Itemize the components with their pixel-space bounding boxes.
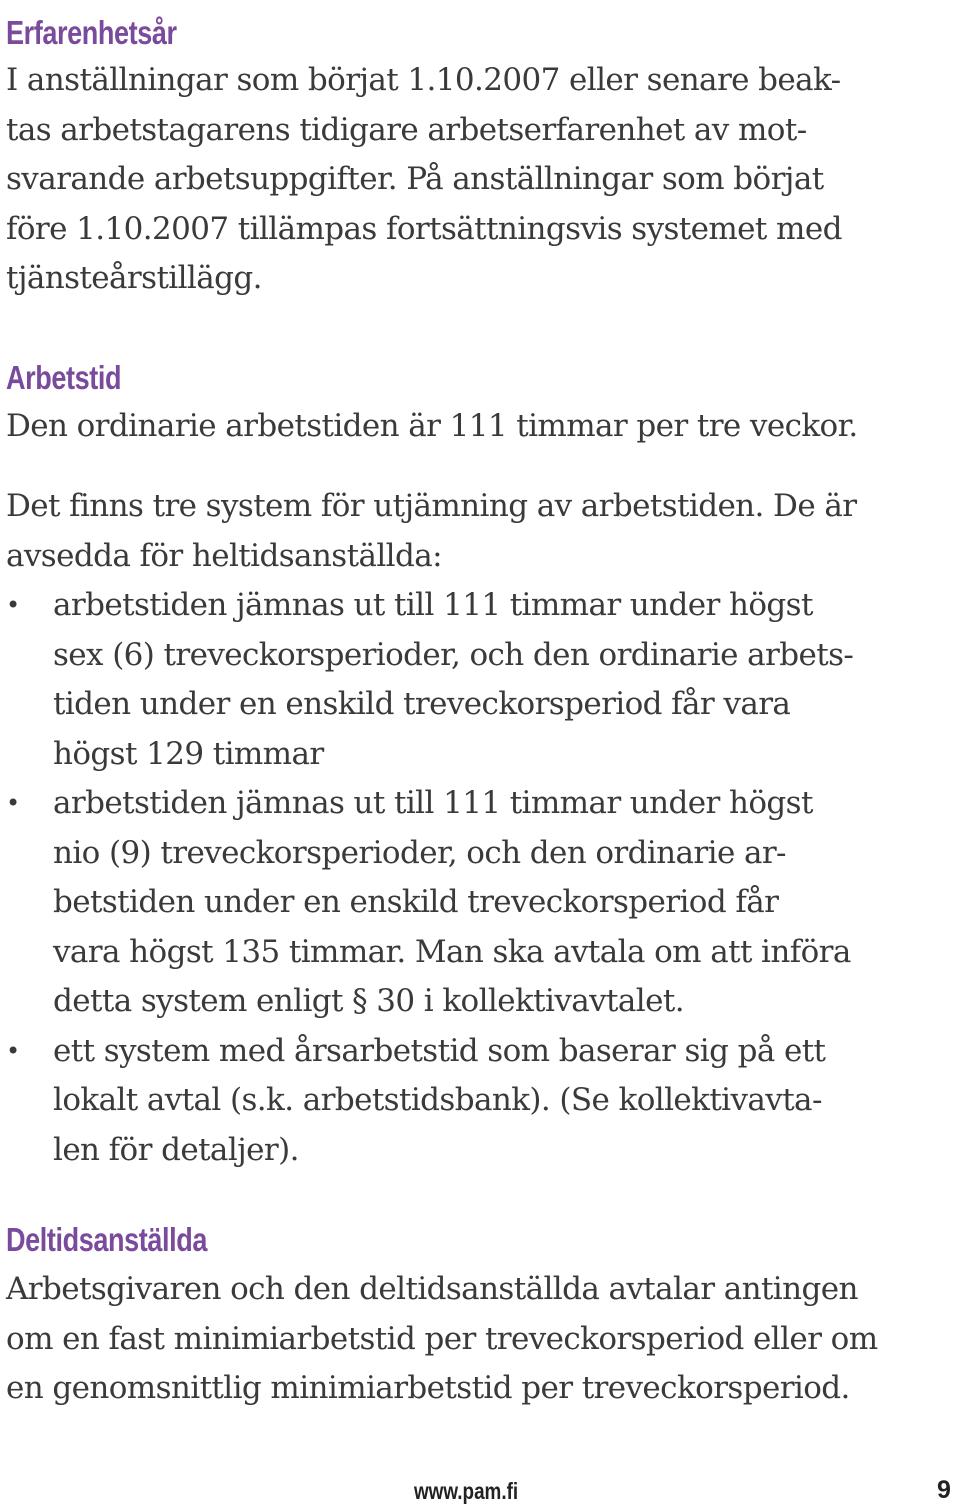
list-item — [6, 779, 853, 1027]
paragraph-deltid — [6, 1265, 878, 1414]
text-line: I anställningar som börjat 1.10.2007 eller senare beak- — [6, 62, 841, 98]
text-line: Den ordinarie arbetstiden är 111 timmar per tre veckor. — [6, 408, 858, 444]
bullet-list — [6, 581, 853, 1175]
section-erfarenhet — [6, 13, 214, 53]
text-line: högst 129 timmar — [53, 735, 324, 772]
bullet-dot-icon: • — [6, 789, 20, 817]
paragraph-erfarenhet — [6, 56, 842, 304]
text-line: en genomsnittlig minimiarbetstid per treveckorsperiod. — [6, 1370, 850, 1406]
text-line: om en fast minimiarbetstid per treveckorsperiod eller om — [6, 1320, 878, 1357]
text-line: vara högst 135 timmar. Man ska avtala om att införa — [53, 933, 851, 970]
text-line: nio (9) treveckorsperioder, och den ordinarie ar- — [53, 834, 786, 871]
text-line: betstiden under en enskild treveckorsperiod får — [53, 884, 779, 920]
text-line: svarande arbetsuppgifter. På anställningar som börjat — [6, 161, 824, 197]
page-number: 9 — [937, 1476, 951, 1504]
section-heading-deltid: Deltidsanställda — [6, 1221, 207, 1258]
text-line: arbetstiden jämnas ut till 111 timmar under högst — [53, 587, 813, 623]
section-heading-erfarenhet: Erfarenhetsår — [6, 14, 177, 51]
bullet-dot-icon: • — [6, 591, 20, 619]
text-line: len för detaljer). — [53, 1131, 299, 1168]
paragraph-arbetstid-1 — [6, 402, 858, 452]
text-line: tjänsteårstillägg. — [6, 260, 262, 296]
footer-website-link[interactable]: www.pam.fi — [414, 1478, 519, 1504]
section-heading-arbetstid: Arbetstid — [6, 359, 122, 396]
text-line: detta system enligt § 30 i kollektivavtalet. — [53, 983, 684, 1019]
section-deltid — [6, 1220, 251, 1260]
paragraph-arbetstid-2 — [6, 482, 856, 581]
text-line: före 1.10.2007 tillämpas fortsättningsvis systemet med — [6, 210, 842, 247]
text-line: Arbetsgivaren och den deltidsanställda avtalar antingen — [6, 1271, 858, 1307]
bullet-dot-icon: • — [6, 1036, 20, 1065]
text-line: Det finns tre system för utjämning av arbetstiden. De är — [6, 488, 857, 524]
text-line: arbetstiden jämnas ut till 111 timmar under högst — [53, 785, 813, 821]
section-arbetstid — [6, 358, 146, 398]
text-line: sex (6) treveckorsperioder, och den ordinarie arbets- — [53, 636, 854, 673]
list-item — [6, 1027, 853, 1176]
text-line: tas arbetstagarens tidigare arbetserfarenhet av mot- — [6, 111, 807, 148]
text-line: avsedda för heltidsanställda: — [6, 537, 442, 574]
list-item — [6, 581, 853, 779]
text-line: lokalt avtal (s.k. arbetstidsbank). (Se kollektivavta- — [53, 1082, 822, 1118]
text-line: tiden under en enskild treveckorsperiod får vara — [53, 686, 791, 722]
text-line: ett system med årsarbetstid som baserar sig på ett — [53, 1032, 826, 1069]
